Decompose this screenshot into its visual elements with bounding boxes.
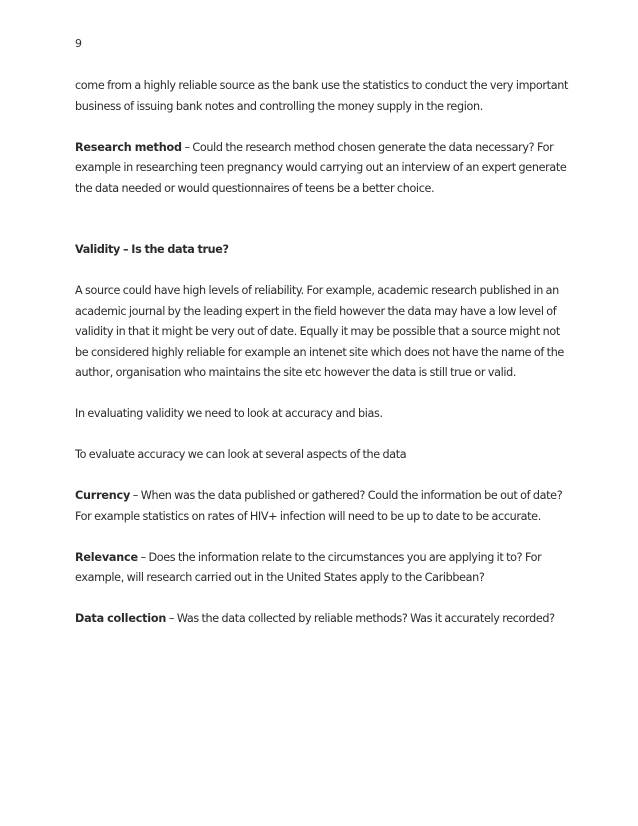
accuracy-paragraph: To evaluate accuracy we can look at several aspects of the data (75, 448, 407, 461)
validity-body-paragraph: A source could have high levels of reliability. For example, academic research published in an academic journal by the leading expert in the field however the data may have a low level of validity in that it might be very out of date. Equally it may be possible that a source might not be considered highly reliable for example an intenet site which does not have the name of the author, organisation who maintains the site etc however the data is still true or valid. (75, 284, 564, 379)
page-number: 9 (75, 37, 82, 50)
relevance-paragraph (75, 548, 575, 589)
relevance-text: – Does the information relate to the circumstances you are applying it to? For example, will research carried out in the United States apply to the Caribbean? (75, 550, 542, 584)
currency-text: – When was the data published or gathered? Could the information be out of date? For example statistics on rates of HIV+ infection will need to be up to date to be accurate. (75, 489, 563, 523)
research-method-term: Research method (75, 140, 182, 154)
research-method-text: – Could the research method chosen generate the data necessary? For example in researching teen pregnancy would carrying out an interview of an expert generate the data needed or would questionnaires of teens be a better choice. (75, 140, 567, 195)
data-collection-term: Data collection (75, 612, 167, 625)
currency-paragraph (75, 486, 575, 527)
currency-term: Currency (75, 489, 131, 502)
page-content (75, 76, 575, 650)
validity-heading: Validity – Is the data true? (75, 243, 229, 256)
evaluating-paragraph: In evaluating validity we need to look at accuracy and bias. (75, 407, 383, 420)
research-method-paragraph (75, 138, 575, 200)
data-collection-paragraph (75, 609, 575, 630)
relevance-term: Relevance (75, 550, 138, 564)
data-collection-text: – Was the data collected by reliable methods? Was it accurately recorded? (166, 612, 555, 625)
intro-paragraph: come from a highly reliable source as the bank use the statistics to conduct the very important business of issuing bank notes and controlling the money supply in the region. (75, 79, 568, 113)
